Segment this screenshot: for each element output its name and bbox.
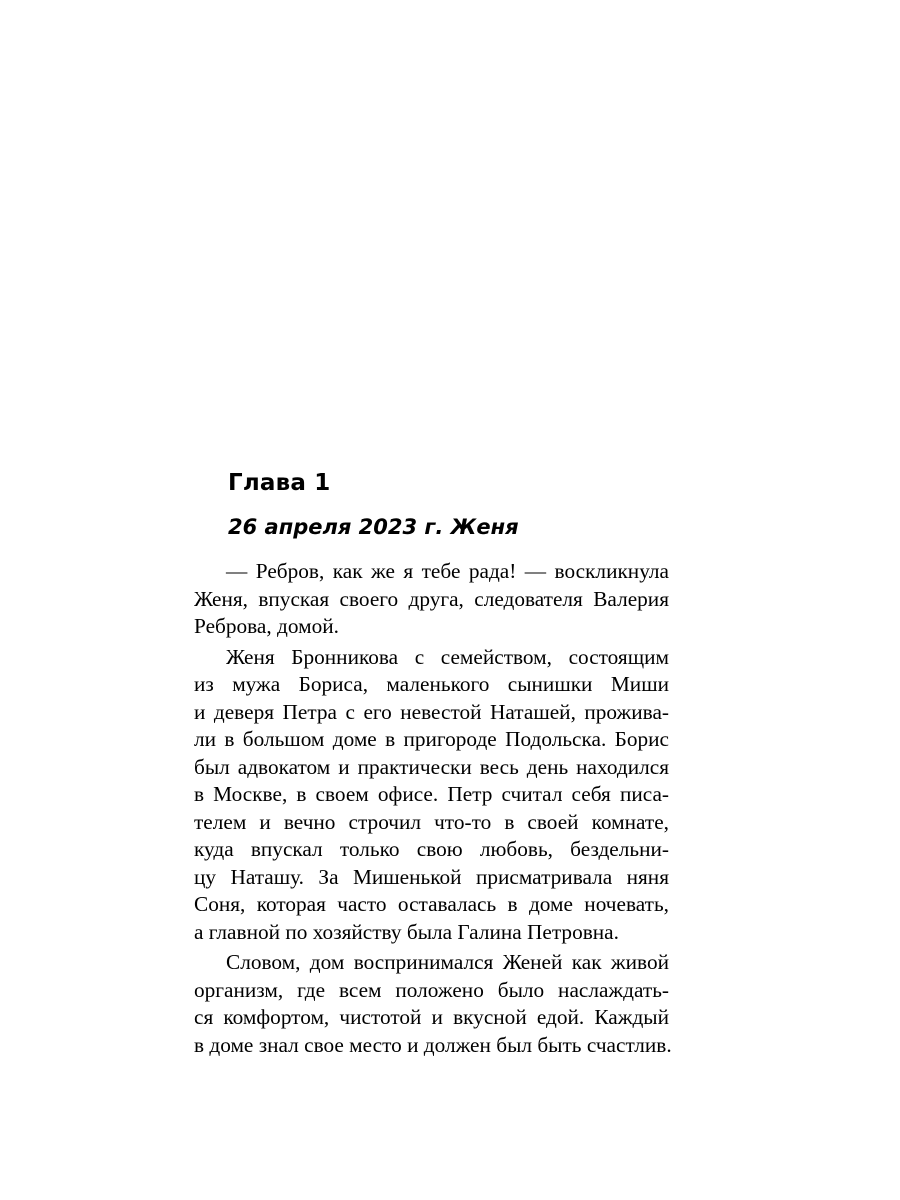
text-line: Соня, которая часто оставалась в доме ночевать, bbox=[194, 892, 669, 916]
text-line: цу Наташу. За Мишенькой присматривала няня bbox=[194, 864, 669, 889]
text-line: ся комфортом, чистотой и вкусной едой. Каждый bbox=[194, 1005, 669, 1029]
body-text bbox=[194, 558, 672, 1059]
text-line: Женя Бронникова с семейством, состоящим bbox=[226, 644, 669, 669]
text-line: организм, где всем положено было наслаждать- bbox=[194, 977, 669, 1002]
text-line: — Ребров, как же я тебе рада! — воскликнула bbox=[226, 559, 669, 583]
paragraph bbox=[194, 644, 669, 947]
text-line: Словом, дом воспринимался Женей как живой bbox=[226, 950, 669, 974]
text-line: был адвокатом и практически весь день находился bbox=[194, 754, 669, 779]
text-line: куда впускал только свою любовь, бездельни- bbox=[194, 837, 669, 861]
paragraph bbox=[194, 558, 669, 641]
text-line: ли в большом доме в пригороде Подольска. Борис bbox=[194, 727, 669, 751]
text-line: телем и вечно строчил что-то в своей комнате, bbox=[194, 809, 669, 834]
text-line: а главной по хозяйству была Галина Петровна. bbox=[194, 919, 619, 944]
text-line: Реброва, домой. bbox=[194, 614, 339, 638]
chapter-title: Глава 1 bbox=[228, 470, 331, 496]
text-line: из мужа Бориса, маленького сынишки Миши bbox=[194, 672, 669, 696]
text-line: в доме знал свое место и должен был быть счастлив. bbox=[194, 1032, 672, 1057]
text-line: в Москве, в своем офисе. Петр считал себя писа- bbox=[194, 782, 669, 806]
paragraph bbox=[194, 949, 672, 1059]
text-line: Женя, впуская своего друга, следователя Валерия bbox=[194, 586, 669, 611]
text-line: и деверя Петра с его невестой Наташей, прожива- bbox=[194, 699, 669, 724]
section-subtitle: 26 апреля 2023 г. Женя bbox=[228, 515, 519, 539]
